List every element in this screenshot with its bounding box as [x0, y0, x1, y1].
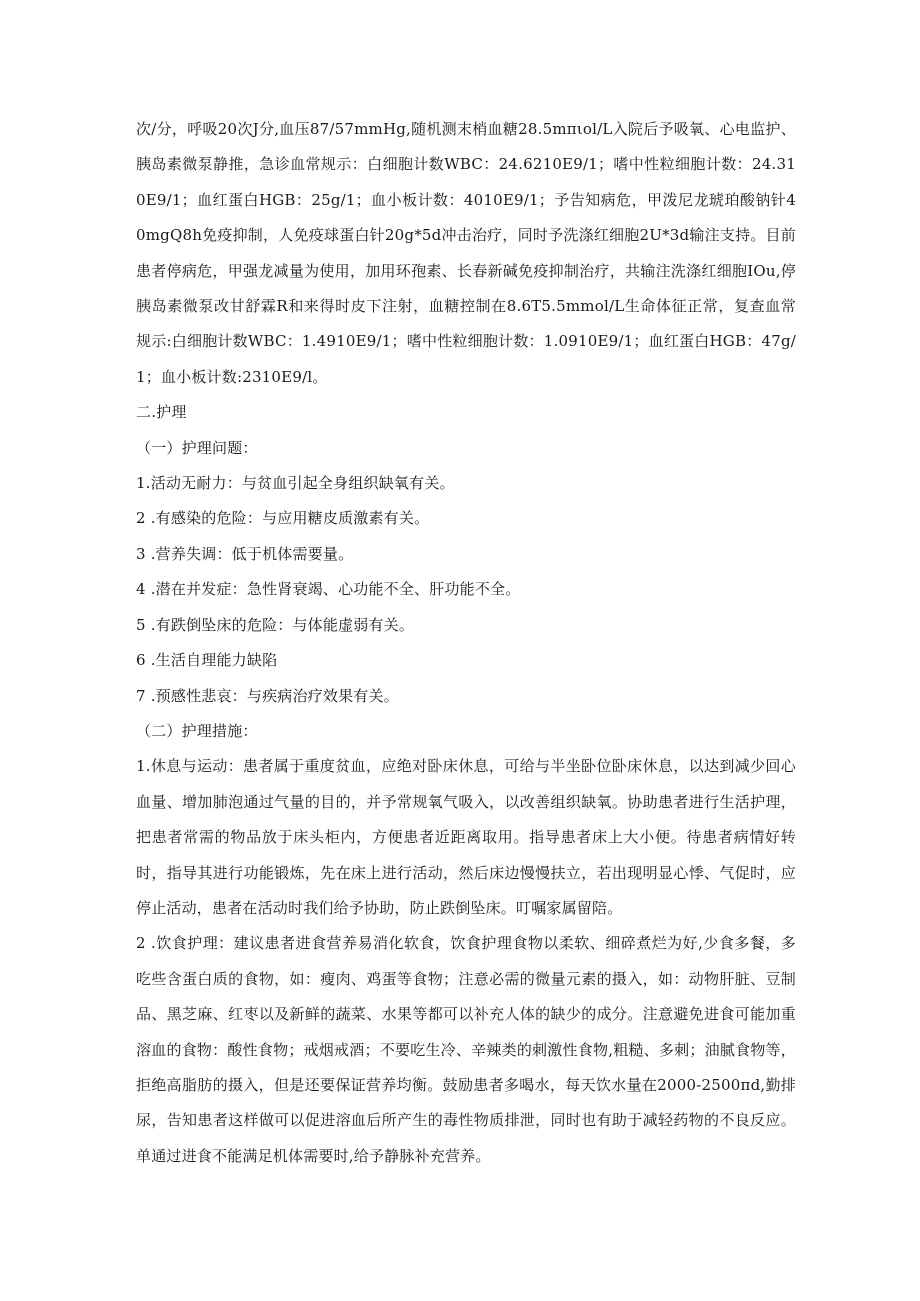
measure-diet-care: 2 .饮食护理：建议患者进食营养易消化软食，饮食护理食物以柔软、细碎煮烂为好,少食多餐，多吃些含蛋白质的食物，如：瘦肉、鸡蛋等食物；注意必需的微量元素的摄入，如：动物肝脏、豆制品、黑芝麻、红枣以及新鲜的蔬菜、水果等都可以补充人体的缺少的成分。注意避免进食可能加重溶血的食物：酸性食物；戒烟戒酒；不要吃生冷、辛辣类的刺激性食物,粗糙、多刺；油腻食物等，拒绝高脂肪的摄入，但是还要保证营养均衡。鼓励患者多喝水，每天饮水量在2000-2500πd,勤排尿，告知患者这样做可以促进溶血后所产生的毒性物质排泄，同时也有助于减轻药物的不良反应。单通过进食不能满足机体需要时,给予静脉补充营养。: [136, 934, 796, 1165]
problem-item-6: 6 .生活自理能力缺陷: [136, 651, 278, 670]
measures-heading: （二）护理措施：: [136, 721, 258, 740]
measure-rest-exercise: 1.休息与运动：患者属于重度贫血，应绝对卧床休息，可给与半坐卧位卧床休息，以达到减少回心血量、增加肺泡通过气量的目的，并予常规氧气吸入，以改善组织缺氧。协助患者进行生活护理，把患者常需的物品放于床头柜内，方便患者近距离取用。指导患者床上大小便。待患者病情好转时，指导其进行功能锻炼，先在床上进行活动，然后床边慢慢扶立，若出现明显心悸、气促时，应停止活动，患者在活动时我们给予协助，防止跌倒坠床。叮嘱家属留陪。: [136, 757, 796, 917]
problem-item-5: 5 .有跌倒坠床的危险：与体能虚弱有关。: [136, 615, 415, 634]
problem-item-2: 2 .有感染的危险：与应用糖皮质激素有关。: [136, 509, 430, 528]
problem-item-1: 1.活动无耐力：与贫血引起全身组织缺氧有关。: [136, 474, 455, 493]
problems-heading: （一）护理问题：: [136, 438, 258, 457]
problem-item-3: 3 .营养失调：低于机体需要量。: [136, 544, 354, 563]
section-heading: 二.护理: [136, 403, 187, 422]
problem-item-4: 4 .潜在并发症：急性肾衰竭、心功能不全、肝功能不全。: [136, 580, 521, 599]
intro-paragraph: 次/分，呼吸20次J分,血压87/57mmHg,随机测末梢血糖28.5mπιol/L入院后予吸氧、心电监护、胰岛素微泵静推，急诊血常规示：白细胞计数WBC：24.6210E9/1；嗜中性粒细胞计数：24.310E9/1；血红蛋白HGB：25g/1；血小板计数：4010E9/1；予告知病危，甲泼尼龙琥珀酸钠针40mgQ8h免疫抑制，人免疫球蛋白针20g*5d冲击治疗，同时予洗涤红细胞2U*3d输注支持。目前患者停病危，甲强龙减量为使用，加用环孢素、长春新碱免疫抑制治疗，共输注洗涤红细胞IOu,停胰岛素微泵改甘舒霖R和来得时皮下注射，血糖控制在8.6T5.5mmol/L生命体征正常，复查血常规示:白细胞计数WBC：1.4910E9/1；嗜中性粒细胞计数：1.0910E9/1；血红蛋白HGB：47g/1；血小板计数:2310E9/l。: [136, 120, 796, 386]
document-page: [136, 112, 796, 1174]
problem-item-7: 7 .预感性悲哀：与疾病治疗效果有关。: [136, 686, 399, 705]
